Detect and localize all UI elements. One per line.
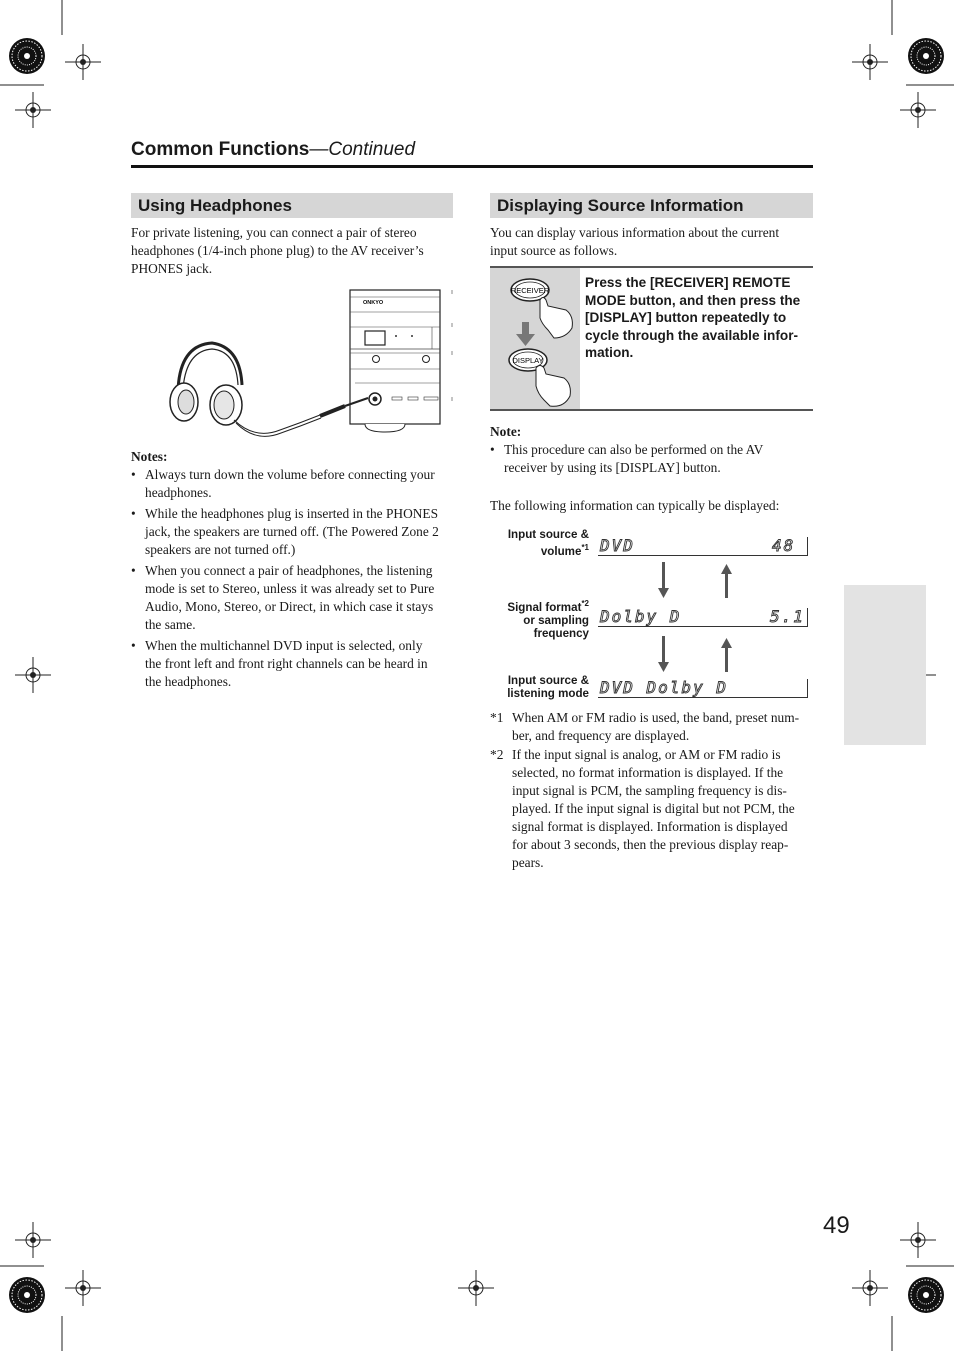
lcd-text-left: DVD [600, 536, 635, 555]
headphones-illustration [160, 285, 460, 440]
step-line: Press the [RECEIVER] REMOTE [585, 275, 791, 290]
display-label-line: volume [540, 544, 582, 558]
note-line: Audio, Mono, Stereo, or Direct, in which case it stays [145, 599, 434, 614]
footnote-line: signal format is displayed. Information is displayed [512, 819, 788, 834]
list-item [131, 637, 456, 691]
footnote-ref: *1 [581, 543, 589, 552]
step-line: MODE button, and then press the [585, 292, 801, 308]
source-info-note [490, 423, 815, 480]
lcd-display-1 [598, 537, 808, 556]
notes-list [131, 466, 456, 691]
intro-line: headphones (1/4-inch phone plug) to the AV receiver’s [131, 243, 424, 258]
arrow-down-icon [658, 562, 669, 598]
display-label-1 [479, 528, 589, 558]
receiver-panel [350, 290, 452, 432]
footnote-1 [490, 709, 820, 745]
page-header [131, 139, 415, 161]
intro-line: PHONES jack. [131, 261, 213, 276]
headphones-intro [131, 224, 461, 278]
footnote-line: ber, and frequency are displayed. [512, 728, 690, 743]
footnotes [490, 709, 820, 872]
receiver-button-icon [511, 279, 573, 338]
display-label-line: listening mode [507, 687, 589, 700]
note-line: the same. [145, 617, 196, 632]
list-item [131, 562, 456, 634]
intro-line: You can display various information about the current [490, 225, 780, 240]
intro-line: For private listening, you can connect a pair of stereo [131, 225, 417, 240]
cycle-arrows-1 [655, 562, 735, 600]
note-line: • While the headphones plug is inserted in the PHONES [145, 506, 439, 521]
note-line: • Always turn down the volume before connecting your [145, 467, 435, 482]
headphones-drawing [170, 343, 368, 436]
footnote-line: selected, no format information is displayed. If the [512, 765, 784, 780]
note-line: • When you connect a pair of headphones, the listening [145, 563, 433, 578]
footnote-line: When AM or FM radio is used, the band, preset num- [512, 710, 800, 725]
lcd-text-left: Dolby D [600, 607, 682, 626]
display-label-2 [479, 597, 589, 640]
brand-logo: ONKYO [363, 300, 384, 306]
header-continued: —Continued [309, 139, 416, 160]
footnote-line: If the input signal is analog, or AM or FM radio is [512, 747, 781, 762]
headphones-notes [131, 448, 456, 694]
note-line: • This procedure can also be performed on the AV [504, 442, 764, 457]
note-line: mode is set to Stereo, unless it was already set to Pure [145, 581, 435, 596]
display-label-line: Signal format [507, 600, 582, 614]
footnote-line: for about 3 seconds, then the previous display reap- [512, 837, 789, 852]
note-line: receiver by using its [DISPLAY] button. [504, 460, 721, 475]
display-label-line: frequency [533, 626, 589, 640]
note-heading: Note: [490, 424, 522, 439]
footnote-ref: *2 [581, 599, 589, 608]
section-title-source-info: Displaying Source Information [490, 193, 813, 218]
footnote-line: played. If the input signal is digital but not PCM, the [512, 801, 795, 816]
page-number: 49 [823, 1212, 850, 1239]
note-list [490, 441, 815, 477]
lcd-text-right: 5.1 [770, 607, 805, 626]
note-line: jack, the speakers are turned off. (The Powered Zone 2 [145, 524, 439, 539]
step-line: mation. [585, 345, 634, 360]
display-button-label: DISPLAY [512, 356, 544, 365]
list-item [490, 441, 815, 477]
list-item [131, 505, 456, 559]
note-line: speakers are not turned off.) [145, 542, 296, 557]
lcd-text-right: 48 [772, 536, 796, 555]
display-label-line: or sampling [523, 613, 589, 627]
step-box [490, 266, 813, 411]
step-line: cycle through the available infor- [585, 327, 799, 343]
following-text: The following information can typically be displayed: [490, 498, 780, 513]
footnote-mark: *1 [490, 710, 504, 725]
cycle-arrows-2 [655, 636, 735, 674]
note-line: the headphones. [145, 674, 232, 689]
display-label-3 [479, 674, 589, 700]
step-line: [DISPLAY] button repeatedly to [585, 310, 787, 325]
footnote-line: input signal is PCM, the sampling frequency is dis- [512, 783, 787, 798]
intro-line: input source as follows. [490, 243, 618, 258]
chapter-tab [844, 585, 926, 745]
arrow-up-icon [721, 564, 732, 598]
footnote-line: pears. [512, 855, 544, 870]
section-title-headphones: Using Headphones [131, 193, 453, 218]
note-line: the front left and front right channels can be heard in [145, 656, 428, 671]
note-line: headphones. [145, 485, 212, 500]
lcd-display-2 [598, 608, 808, 627]
list-item [131, 466, 456, 502]
note-line: • When the multichannel DVD input is selected, only [145, 638, 423, 653]
remote-buttons-illustration [490, 268, 580, 409]
lcd-display-3 [598, 679, 808, 698]
arrow-down-icon [516, 322, 535, 346]
footnote-mark: *2 [490, 747, 504, 762]
arrow-down-icon [658, 636, 669, 672]
display-label-line: Input source & [507, 674, 589, 687]
footnote-2 [490, 746, 820, 872]
lcd-text-left: DVD Dolby D [600, 678, 728, 697]
display-button-icon [509, 349, 570, 406]
notes-heading: Notes: [131, 449, 168, 464]
step-instruction [585, 274, 813, 362]
receiver-button-label: RECEIVER [510, 286, 550, 295]
source-info-intro [490, 224, 820, 260]
header-title: Common Functions [131, 139, 310, 160]
arrow-up-icon [721, 638, 732, 672]
header-rule [131, 165, 813, 168]
display-label-line: Input source & [507, 528, 589, 541]
